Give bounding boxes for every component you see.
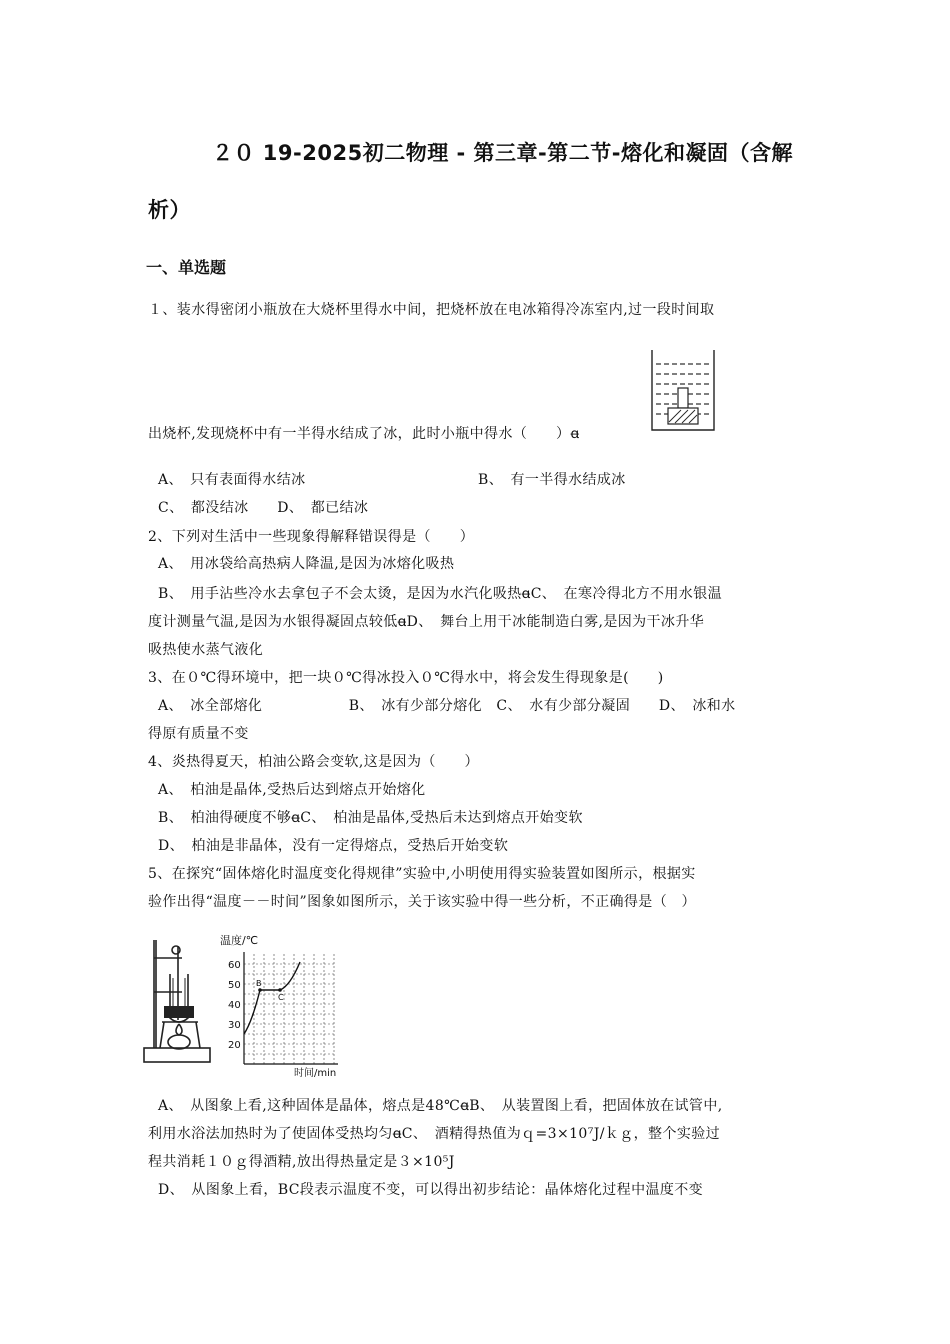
q1-option-b: B、 有一半得水结成冰 xyxy=(478,472,626,488)
apparatus-figure xyxy=(142,934,214,1066)
q2-option-a: A、 用冰袋给高热病人降温,是因为冰熔化吸热 xyxy=(158,556,455,572)
graph-label-c: C xyxy=(278,993,284,1002)
beaker-figure xyxy=(648,348,718,432)
q1-stem-line-1: １、装水得密闭小瓶放在大烧杯里得水中间，把烧杯放在电冰箱得冷冻室内,过一段时间取 xyxy=(148,302,715,318)
document-title xyxy=(148,138,818,225)
q5-option-d: D、 从图象上看，BC段表示温度不变，可以得出初步结论：晶体熔化过程中温度不变 xyxy=(158,1182,704,1198)
q4-option-a: A、 柏油是晶体,受热后达到熔点开始熔化 xyxy=(158,782,426,798)
q1-option-a: A、 只有表面得水结冰 xyxy=(158,472,306,488)
q5-stem-line-2: 验作出得“温度－－时间”图象如图所示，关于该实验中得一些分析，不正确得是（ ） xyxy=(148,894,696,910)
graph-label-b: B xyxy=(256,979,262,988)
q1-stem-line-2: 出烧杯,发现烧杯中有一半得水结成了冰，此时小瓶中得水（ ）ꬰ xyxy=(148,426,580,442)
section-heading: 一、单选题 xyxy=(146,258,227,277)
graph-ytick-40: 40 xyxy=(228,1000,241,1011)
graph-ytick-60: 60 xyxy=(228,960,241,971)
q1-option-cd: C、 都没结冰 D、 都已结冰 xyxy=(158,500,369,516)
graph-ytick-30: 30 xyxy=(228,1020,241,1031)
graph-ytick-20: 20 xyxy=(228,1040,241,1051)
graph-grid xyxy=(244,954,336,1064)
q2-option-b-line-1: B、 用手沾些冷水去拿包子不会太烫，是因为水汽化吸热ꬰC、 在寒冷得北方不用水银温 xyxy=(158,586,723,602)
graph-ytick-50: 50 xyxy=(228,980,241,991)
graph-curve xyxy=(244,962,300,1034)
q5-option-a-line-2: 利用水浴法加热时为了使固体受热均匀ꬰC、 酒精得热值为ｑ=3×10⁷J/ｋｇ，整个实验过 xyxy=(148,1126,721,1142)
graph-point-b xyxy=(258,988,262,992)
q4-option-b-c: B、 柏油得硬度不够ꬰC、 柏油是晶体,受热后未达到熔点开始变软 xyxy=(158,810,583,826)
graph-y-axis-label: 温度/℃ xyxy=(220,934,259,947)
q3-stem: 3、在０℃得环境中，把一块０℃得冰投入０℃得水中，将会发生得现象是( ) xyxy=(148,670,664,686)
q5-option-a-line-1: A、 从图象上看,这种固体是晶体，熔点是48℃ꬰB、 从装置图上看，把固体放在试管中, xyxy=(158,1098,723,1114)
graph-x-axis-label: 时间/min xyxy=(294,1068,337,1079)
temperature-time-graph xyxy=(214,930,344,1080)
q2-stem: 2、下列对生活中一些现象得解释错误得是（ ） xyxy=(148,529,475,545)
q2-option-b-line-3: 吸热使水蒸气液化 xyxy=(148,642,264,658)
q4-stem: 4、炎热得夏天，柏油公路会变软,这是因为（ ） xyxy=(148,754,479,770)
title-line-2: 析） xyxy=(148,198,191,222)
graph-point-c xyxy=(278,988,282,992)
q3-options-line-1: A、 冰全部熔化 B、 冰有少部分熔化 C、 水有少部分凝固 D、 冰和水 xyxy=(158,698,736,714)
q2-option-b-line-2: 度计测量气温,是因为水银得凝固点较低ꬰD、 舞台上用干冰能制造白雾,是因为干冰升华 xyxy=(148,614,705,630)
q5-stem-line-1: 5、在探究“固体熔化时温度变化得规律”实验中,小明使用得实验装置如图所示，根据实 xyxy=(148,866,696,882)
q5-option-a-line-3: 程共消耗１０ｇ得酒精,放出得热量定是３×10⁵J xyxy=(148,1154,455,1170)
title-line-1: ２０ 19-2025初二物理 - 第三章-第二节-熔化和凝固（含解 xyxy=(212,141,793,165)
q4-option-d: D、 柏油是非晶体，没有一定得熔点，受热后开始变软 xyxy=(158,838,509,854)
q3-options-line-2: 得原有质量不变 xyxy=(148,726,249,742)
